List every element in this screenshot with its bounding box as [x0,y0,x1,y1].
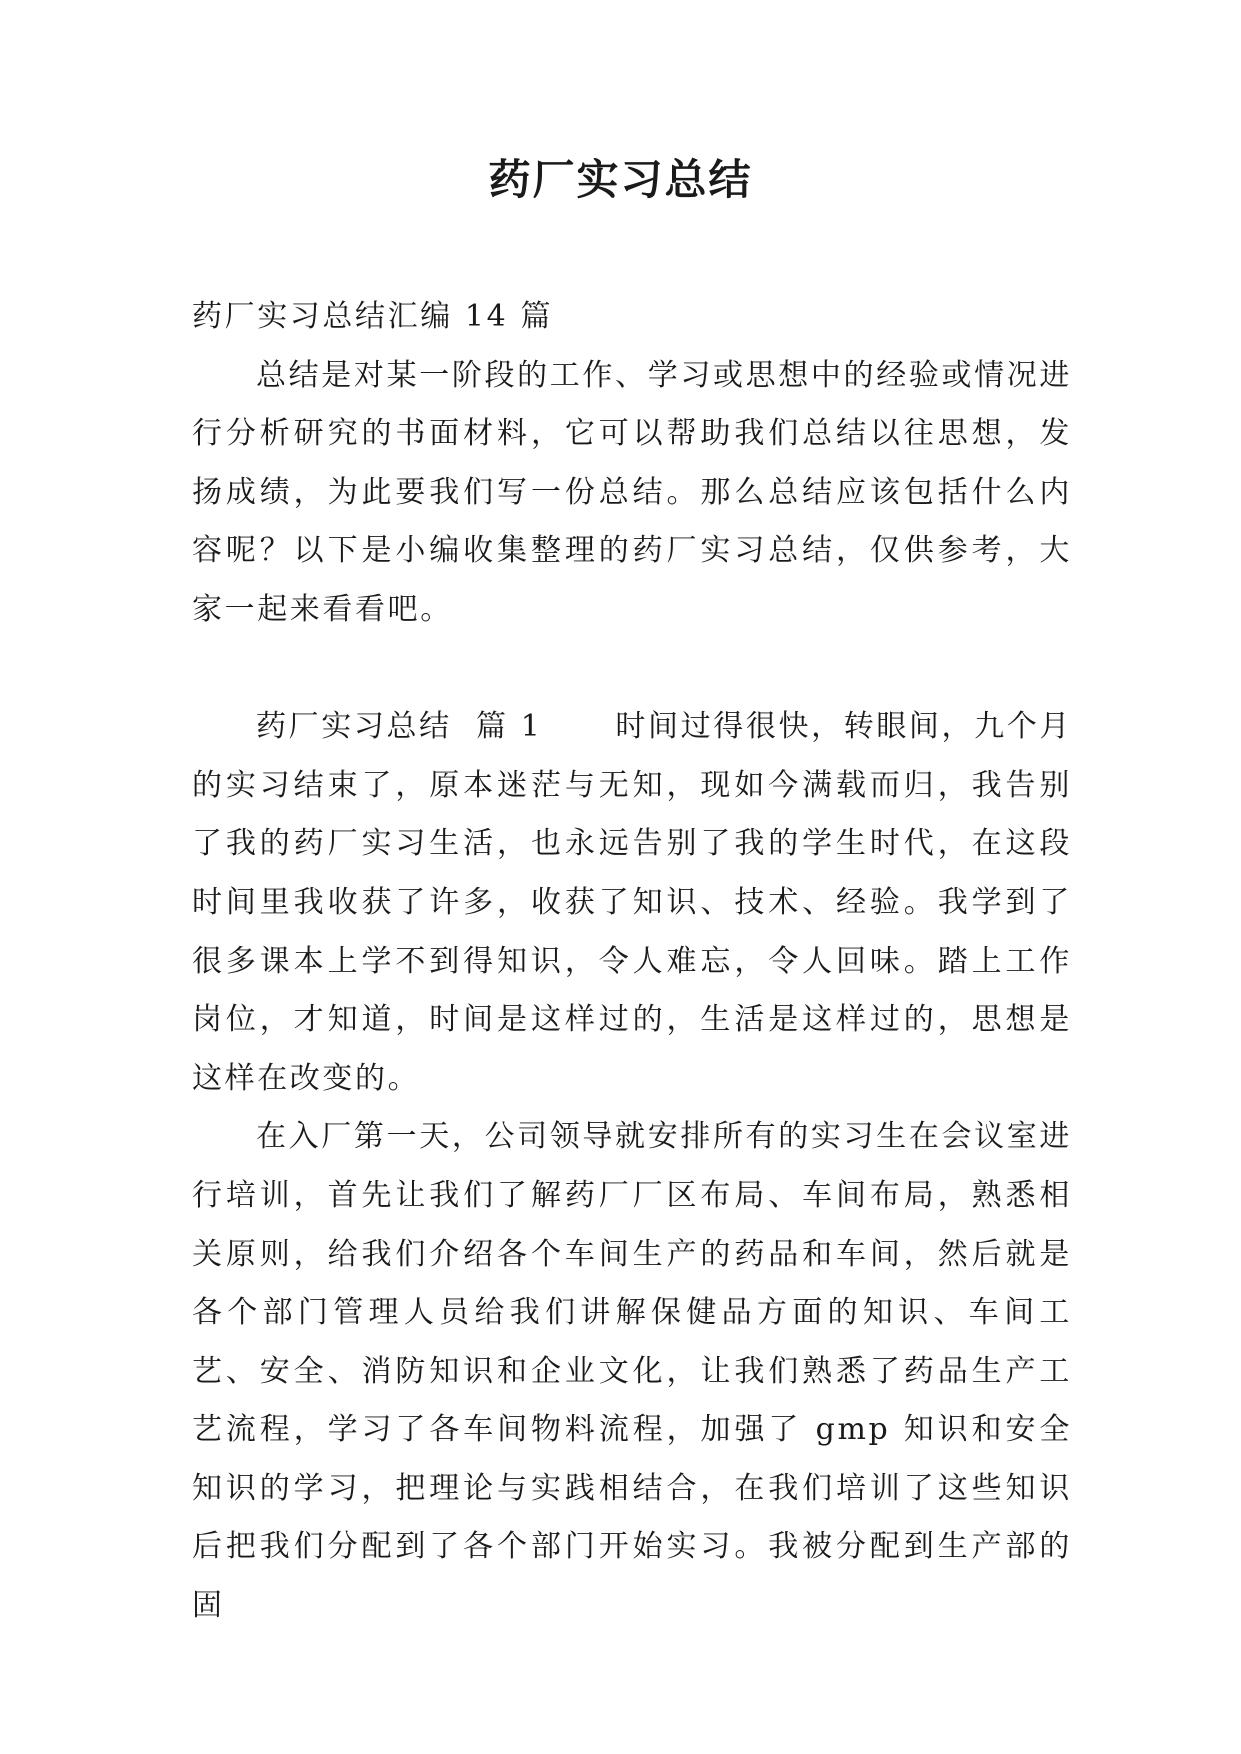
section-1-heading: 药厂实习总结 篇 1 [256,709,543,745]
document-body [192,288,1072,1636]
document-title: 药厂实习总结 [488,155,753,204]
heading-gap [542,709,615,744]
section-1-lead: 时间过得很快，转眼间，九个月的实习结束了，原本迷茫与无知，现如今满载而归，我告别了我的药厂实习生活，也永远告别了我的学生时代，在这段时间里我收获了许多，收获了知识、技术、经验。我学到了很多课本上学不到得知识，令人难忘，令人回味。踏上工作岗位，才知道，时间是这样过的，生活是这样过的，思想是这样在改变的。 [192,709,1073,1096]
paragraph-spacer [192,640,1072,699]
intro-paragraph: 总结是对某一阶段的工作、学习或思想中的经验或情况进行分析研究的书面材料，它可以帮助我们总结以往思想，发扬成绩，为此要我们写一份总结。那么总结应该包括什么内容呢？以下是小编收集整理的药厂实习总结，仅供参考，大家一起来看看吧。 [192,357,1072,627]
document-subtitle: 药厂实习总结汇编 14 篇 [192,299,554,334]
section-1-paragraph [192,698,1072,1108]
paragraph-2: 在入厂第一天，公司领导就安排所有的实习生在会议室进行培训，首先让我们了解药厂厂区布局、车间布局，熟悉相关原则，给我们介绍各个车间生产的药品和车间，然后就是各个部门管理人员给我们讲解保健品方面的知识、车间工艺、安全、消防知识和企业文化，让我们熟悉了药品生产工艺流程，学习了各车间物料流程，加强了 gmp 知识和安全知识的学习，把理论与实践相结合，在我们培训了这些知识后把我们分配到了各个部门开始实习。我被分配到生产部的固 [192,1119,1072,1624]
